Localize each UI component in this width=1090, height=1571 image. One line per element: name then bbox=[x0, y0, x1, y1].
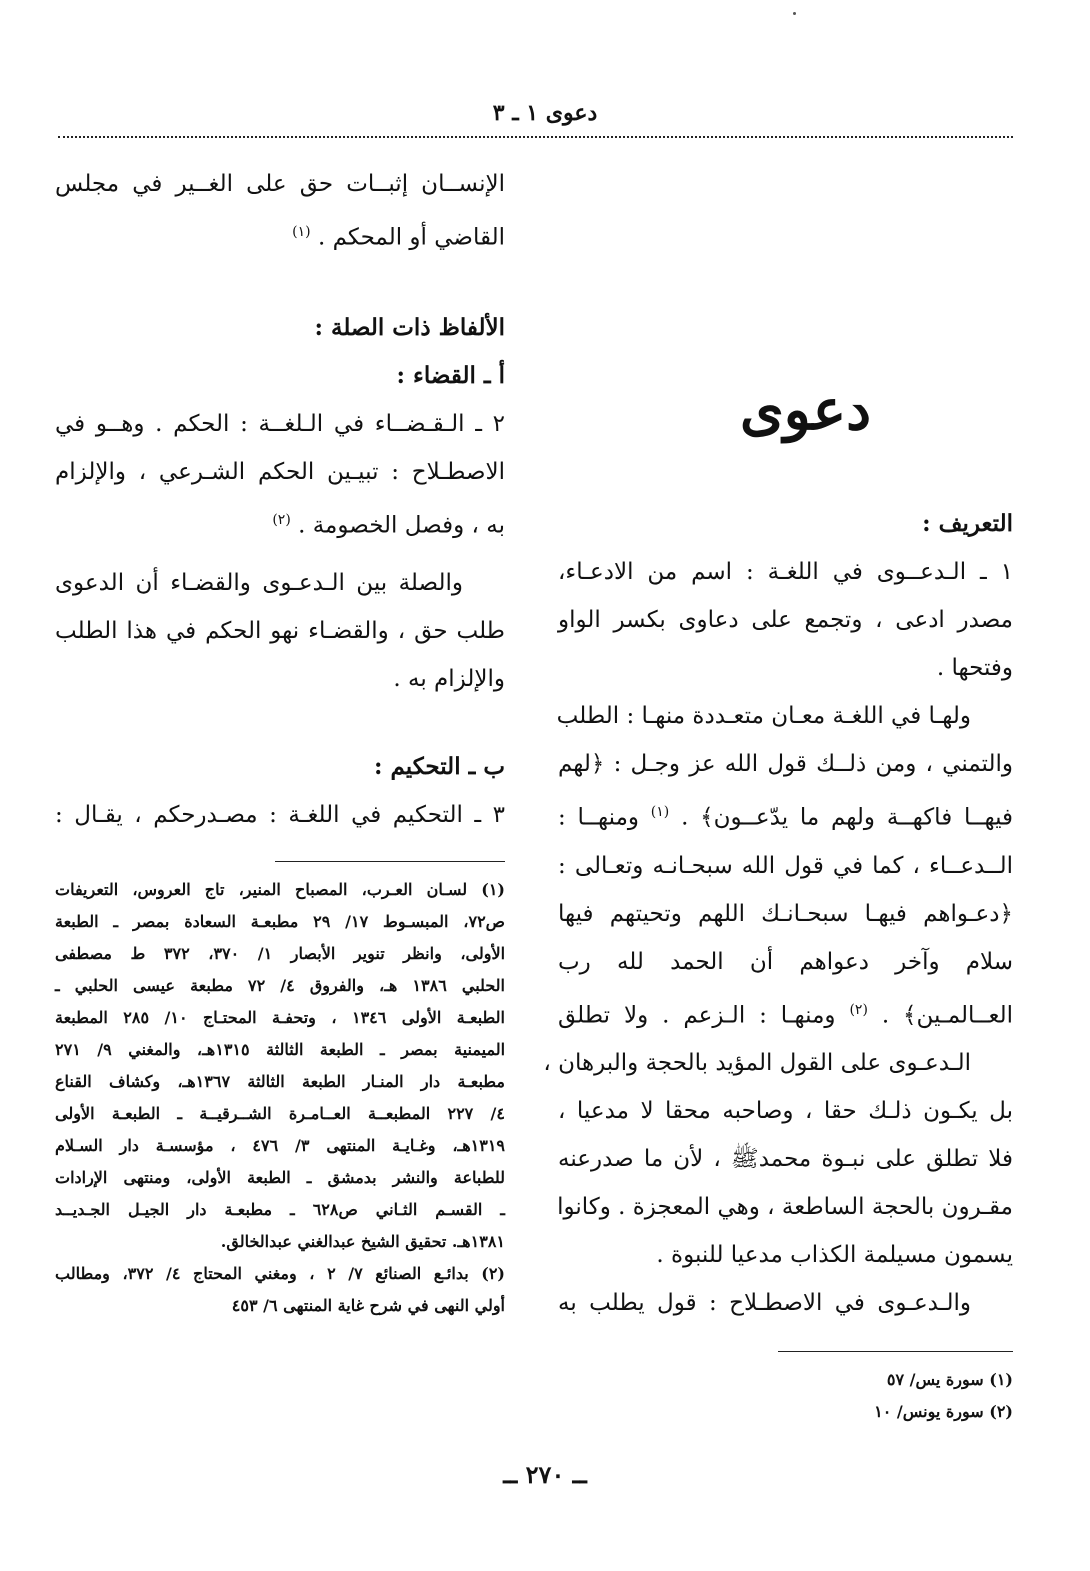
footnote-line: الميمنية بمصر ـ الطبعة الثالثة ١٣١٥هـ، والمغني ٩/ ٢٧١ bbox=[55, 1040, 506, 1060]
relation-line: والإلزام به . bbox=[393, 666, 505, 693]
footnote-line: للطباعة والنشر بدمشق ـ الطبعة الأولى، ومنتهى الإرادات bbox=[55, 1168, 505, 1188]
left-column bbox=[55, 160, 505, 1322]
footnote-line: ٤/ ٢٢٧ المطبعــة العــامـرة الشــرقيــة ـ الطبعـة الأولى bbox=[55, 1104, 505, 1124]
entry-title: دعوى bbox=[739, 377, 872, 443]
footnote-rule bbox=[778, 1351, 1013, 1352]
footnote-1 bbox=[55, 874, 505, 1258]
tahkim-line: ٣ ـ التحكيم في اللغـة : مصـدرحكم ، يقـال : bbox=[55, 802, 505, 829]
footnote-ref: (٢) bbox=[849, 1001, 868, 1018]
quran-text: ومنهـا : الـزعم . ولا تطلق bbox=[558, 1002, 836, 1029]
footnote-2 bbox=[55, 1258, 505, 1322]
footnote-line: الطبعـة الأولى ١٣٤٦ ، وتحفـة المحتـاج ١٠/ ٢٨٥ المطبعة bbox=[55, 1008, 505, 1028]
qada-heading: أ ـ القضاء : bbox=[396, 361, 505, 389]
claim-line: فلا تطلق على نبـوة محمدﷺ ، لأن ما صدرعنه bbox=[558, 1146, 1013, 1173]
claim-line: يسمون مسيلمة الكذاب مدعيا للنبوة . bbox=[656, 1242, 1013, 1269]
footnote-ref: (٢) bbox=[272, 511, 291, 528]
qada-line: الاصطـلاح : تبيـين الحكم الشـرعي ، والإلزام bbox=[55, 458, 505, 485]
header-dotted-rule bbox=[58, 136, 1013, 138]
claim-line: مقـرون بالحجة الساطعة ، وهي المعجزة . وكانوا bbox=[557, 1194, 1013, 1221]
qada-line bbox=[55, 496, 505, 550]
qada-text: به ، وفصل الخصومة . bbox=[298, 512, 505, 539]
quran-line bbox=[558, 788, 1013, 842]
quran-text: العــالمـين﴾ . bbox=[881, 1002, 1014, 1029]
relation-line: والصلة بين الـدعـوى والقضـاء أن الدعوى bbox=[55, 570, 463, 597]
related-terms-heading: الألفاظ ذات الصلة : bbox=[314, 313, 505, 341]
claim-line: بل يكـون ذلـك حقا ، وصاحبه محقا لا مدعيا ، bbox=[558, 1098, 1013, 1125]
quran-line: ﴿دعـواهم فيهـا سبحـانـك اللهم وتحيتهم فيها bbox=[558, 900, 1013, 927]
footnote-line: أولي النهى في شرح غاية المنتهى ٦/ ٤٥٣ bbox=[231, 1296, 505, 1316]
right-column bbox=[543, 160, 1014, 1428]
footnote-line: (٢) سورة يونس/ ١٠ bbox=[874, 1402, 1013, 1422]
running-head: دعوى ١ ـ ٣ bbox=[492, 100, 598, 126]
definition-line: ١ ـ الـدعــوى في اللغـة : اسم من الادعـاء، bbox=[558, 559, 1013, 585]
meanings-line: الــدعــاء ، كما في قول الله سبحـانـه وتعـالى : bbox=[558, 852, 1013, 879]
footnote-line: ـ القسـم الثـاني ص٦٢٨ ـ مطبعـة دار الجيـل الجـديــد bbox=[55, 1200, 505, 1220]
definition-line: وفتحها . bbox=[936, 655, 1013, 681]
footnote-line: (١) لسـان العـرب، المصباح المنير، تاج العروس، التعريفات bbox=[55, 880, 505, 900]
footnote-line: الأولى، وانظر تنوير الأبصار ١/ ٣٧٠، ٣٧٢ ط مصطفى bbox=[55, 944, 506, 964]
footnote-line: الحلبي ١٣٨٦ هـ، والفروق ٤/ ٧٢ مطبعة عيسى الحلبي ـ bbox=[55, 976, 506, 996]
meanings-line: والتمني ، ومن ذلــك قول الله عز وجـل : ﴿لهم bbox=[558, 751, 1013, 777]
quran-text: فيهــا فاكهــة ولهم ما يدّعــون﴾ . bbox=[681, 804, 1013, 831]
qada-line: ٢ ـ الـقـضــاء في الـلغــة : الحكم . وهــو في bbox=[55, 410, 505, 437]
quran-line bbox=[558, 986, 1013, 1040]
definition-heading: التعريف : bbox=[922, 510, 1013, 537]
footnote-line: مطبعـة دار المنـار الطبعة الثالثة ١٣٦٧هـ، وكشاف القناع bbox=[55, 1072, 506, 1092]
meanings-line: ولهـا في اللغـة معـان متعـددة منهـا : الطلب bbox=[556, 703, 971, 729]
relation-line: طلب حق ، والقضـاء نهو الحكم في هذا الطلب bbox=[55, 618, 505, 645]
page-number: ــ ٢٧٠ ــ bbox=[503, 1460, 587, 1489]
continuation-line: الإنســان إثبــات حق على الغــير في مجلس bbox=[55, 171, 505, 197]
footnote-line: (٢) بدائـع الصنائع ٧/ ٢ ، ومغني المحتاج ٤/ ٣٧٢، ومطالب bbox=[55, 1264, 505, 1284]
footnote-ref: (١) bbox=[292, 224, 311, 240]
quran-text: ومنهــا : bbox=[558, 804, 639, 831]
footnote-line: ص٧٢، المبسـوط ١٧/ ٢٩ مطبعـة السعادة بمصر ـ الطبعة bbox=[55, 912, 505, 932]
scan-speck bbox=[793, 12, 796, 15]
terminology-line: والـدعـوى في الاصطـلاح : قول يطلب به bbox=[558, 1290, 971, 1317]
footnote-ref: (١) bbox=[650, 804, 670, 820]
continuation-text: القاضي أو المحكم . bbox=[317, 224, 505, 251]
continuation-line bbox=[55, 208, 505, 262]
claim-line: الـدعـوى على القول المؤيد بالحجة والبرهان ، bbox=[543, 1050, 971, 1077]
quran-line: سلام وآخر دعواهم أن الحمد لله رب bbox=[558, 948, 1013, 975]
definition-line: مصدر ادعى ، وتجمع على دعاوى بكسر الواو bbox=[558, 607, 1013, 633]
footnote-line: ١٣٨١هـ. تحقيق الشيخ عبدالغني عبدالخالق. bbox=[220, 1232, 505, 1252]
footnote-line: ١٣١٩هـ، وغـايـة المنتهى ٣/ ٤٧٦ ، مؤسسـة دار السـلام bbox=[55, 1136, 505, 1156]
footnote-line: (١) سورة يس/ ٥٧ bbox=[886, 1370, 1013, 1390]
footnote-rule bbox=[275, 861, 505, 862]
tahkim-heading: ب ـ التحكيم : bbox=[373, 753, 505, 781]
